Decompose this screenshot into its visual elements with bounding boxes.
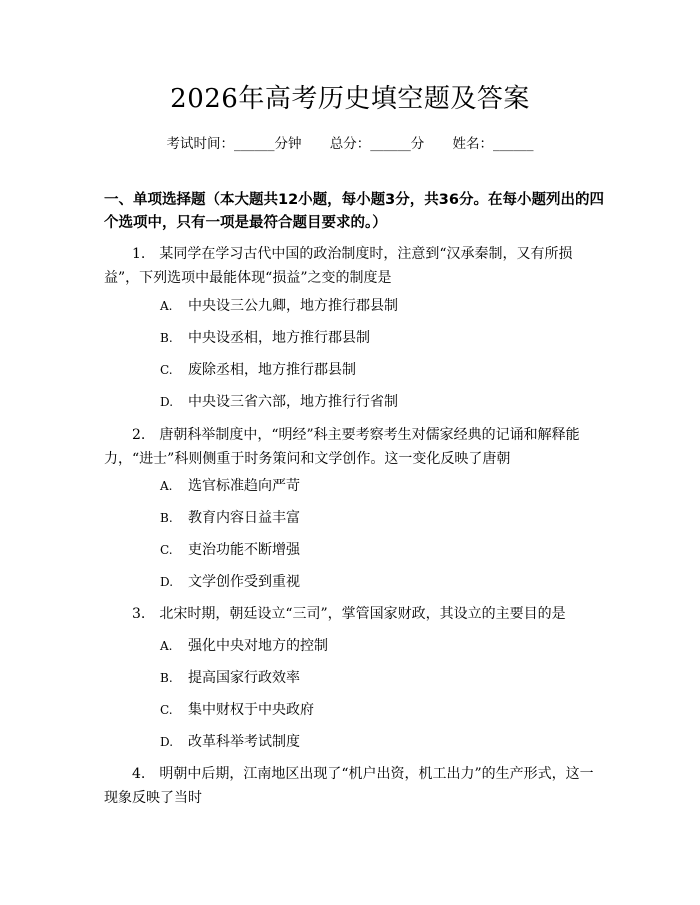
option-text: 改革科举考试制度 <box>188 734 300 750</box>
option-letter: D. <box>160 575 174 589</box>
option-letter: C. <box>160 703 173 717</box>
question-2-option-a[interactable] <box>160 476 300 496</box>
question-2-option-d[interactable] <box>160 572 300 592</box>
option-text: 强化中央对地方的控制 <box>188 638 328 654</box>
question-4: 4. 明朝中后期，江南地区出现了“机户出资，机工出力”的生产形式，这一现象反映了当时 <box>104 766 594 806</box>
option-letter: C. <box>160 363 173 377</box>
question-2: 2. 唐朝科举制度中，“明经”科主要考察考生对儒家经典的记诵和解释能力，“进士”科则侧重于时务策问和文学创作。这一变化反映了唐朝 <box>104 427 580 467</box>
question-1-option-c[interactable] <box>160 360 356 380</box>
section-heading: 一、单项选择题（本大题共12小题，每小题3分，共36分。在每小题列出的四个选项中，只有一项是最符合题目要求的。） <box>104 192 604 231</box>
exam-time: 考试时间：______分钟 <box>166 136 302 152</box>
question-3: 3. 北宋时期，朝廷设立“三司”，掌管国家财政，其设立的主要目的是 <box>132 606 566 622</box>
question-2-option-c[interactable] <box>160 540 300 560</box>
option-letter: A. <box>160 479 173 493</box>
student-name: 姓名：______ <box>452 136 534 152</box>
option-letter: B. <box>160 671 173 685</box>
option-letter: D. <box>160 395 174 409</box>
question-3-option-a[interactable] <box>160 636 328 656</box>
option-letter: C. <box>160 543 173 557</box>
option-letter: A. <box>160 299 173 313</box>
option-text: 选官标准趋向严苛 <box>188 478 300 494</box>
question-3-option-c[interactable] <box>160 700 314 720</box>
option-text: 文学创作受到重视 <box>188 574 300 590</box>
option-text: 提高国家行政效率 <box>188 670 300 686</box>
question-1-option-d[interactable] <box>160 392 398 412</box>
option-text: 废除丞相，地方推行郡县制 <box>188 362 356 378</box>
option-text: 中央设三省六部，地方推行行省制 <box>188 394 398 410</box>
option-letter: B. <box>160 511 173 525</box>
option-text: 集中财权于中央政府 <box>188 702 314 718</box>
option-letter: D. <box>160 735 174 749</box>
question-1-option-b[interactable] <box>160 328 370 348</box>
question-2-option-b[interactable] <box>160 508 300 528</box>
question-3-option-b[interactable] <box>160 668 300 688</box>
question-1-option-a[interactable] <box>160 296 398 316</box>
total-score: 总分：______分 <box>329 136 425 152</box>
option-letter: B. <box>160 331 173 345</box>
option-text: 中央设丞相，地方推行郡县制 <box>188 330 370 346</box>
question-1: 1. 某同学在学习古代中国的政治制度时，注意到“汉承秦制，又有所损益”，下列选项中最能体现“损益”之变的制度是 <box>104 246 573 286</box>
option-text: 教育内容日益丰富 <box>188 510 300 526</box>
page-title: 2026年高考历史填空题及答案 <box>170 84 530 114</box>
option-letter: A. <box>160 639 173 653</box>
question-3-option-d[interactable] <box>160 732 300 752</box>
exam-info <box>0 132 700 152</box>
option-text: 中央设三公九卿，地方推行郡县制 <box>188 298 398 314</box>
option-text: 吏治功能不断增强 <box>188 542 300 558</box>
